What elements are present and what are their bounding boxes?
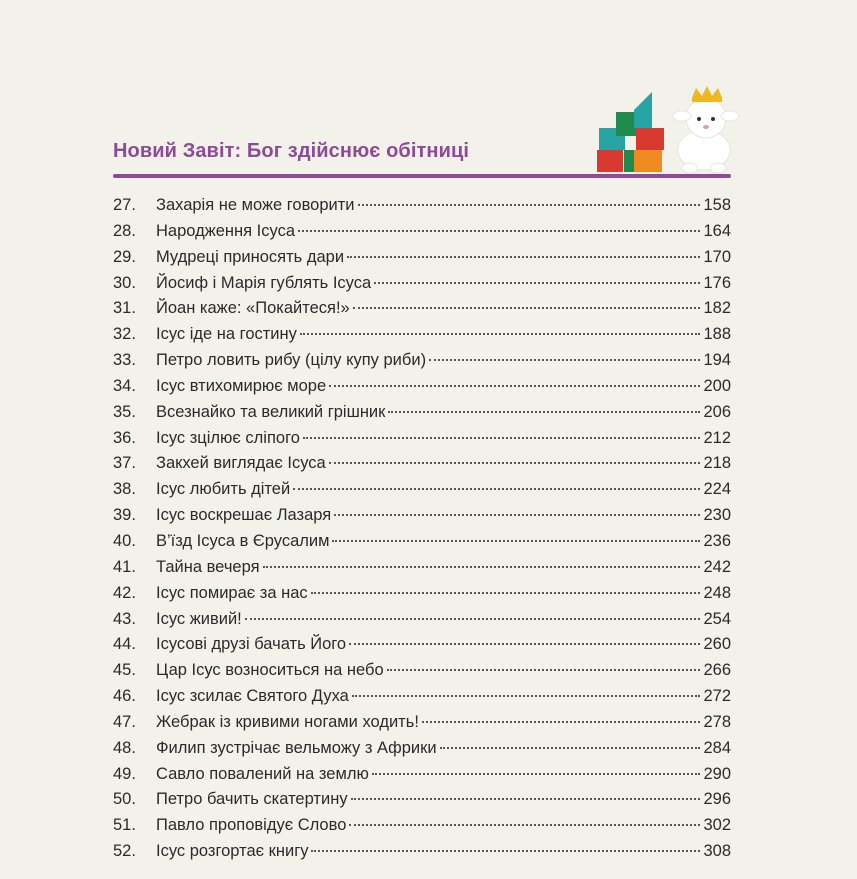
toy-blocks-and-lamb-icon xyxy=(594,84,744,176)
toc-entry-page: 260 xyxy=(703,635,731,654)
toc-entry-number: 27. xyxy=(113,196,136,214)
toc-leader-dots xyxy=(334,513,700,516)
toc-entry-page: 278 xyxy=(703,712,731,731)
toc-entry-page: 212 xyxy=(703,428,731,447)
toc-entry-page: 242 xyxy=(703,557,731,576)
toc-leader-dots xyxy=(374,281,700,284)
toc-entry-page: 302 xyxy=(703,816,731,835)
toc-entry xyxy=(113,428,731,454)
toc-leader-dots xyxy=(329,384,700,387)
toc-entry-page: 230 xyxy=(703,506,731,525)
toc-leader-dots xyxy=(245,617,701,620)
toc-entry xyxy=(113,609,731,635)
toc-leader-dots xyxy=(332,539,700,542)
toc-entry-title: Захарія не може говорити xyxy=(156,196,355,214)
toc-entry xyxy=(113,557,731,583)
toc-entry xyxy=(113,195,731,221)
toc-entry-title: Йосиф і Марія гублять Ісуса xyxy=(156,273,372,292)
toc-entry-number: 41. xyxy=(113,557,136,576)
toc-entry-page: 206 xyxy=(703,402,731,421)
toc-entry-title: Ісус живий! xyxy=(156,609,242,628)
toc-entry-title: Ісус воскрешає Лазаря xyxy=(156,506,332,525)
toc-entry-page: 248 xyxy=(703,583,731,602)
toc-entry xyxy=(113,634,731,660)
toc-entry-title: Йоан каже: «Покайтеся!» xyxy=(156,299,350,318)
toc-entry-page: 176 xyxy=(703,273,731,292)
toc-entry xyxy=(113,221,731,247)
toc-entry-page: 158 xyxy=(703,196,731,214)
toc-leader-dots xyxy=(303,436,701,439)
toc-entry-number: 39. xyxy=(113,506,136,525)
toc-entry xyxy=(113,324,731,350)
toc-entry xyxy=(113,479,731,505)
toc-leader-dots xyxy=(358,203,701,206)
toc-entry xyxy=(113,273,731,299)
toc-entry-page: 236 xyxy=(703,531,731,550)
toc-entry-title: Мудреці приносять дари xyxy=(156,247,345,266)
toc-entry xyxy=(113,712,731,738)
toc-entry-page: 296 xyxy=(703,790,731,809)
toc-entry-page: 194 xyxy=(703,351,731,370)
toc-entry xyxy=(113,841,731,867)
toc-entry-number: 42. xyxy=(113,583,136,602)
toc-entry-title: Цар Ісус возноситься на небо xyxy=(156,661,384,680)
toc-leader-dots xyxy=(349,642,700,645)
toc-leader-dots xyxy=(329,461,701,464)
toc-entry-number: 30. xyxy=(113,273,136,292)
toc-leader-dots xyxy=(311,591,701,594)
toc-entry-number: 45. xyxy=(113,661,136,680)
toc-entry-title: Всезнайко та великий грішник xyxy=(156,402,386,421)
toc-entry xyxy=(113,402,731,428)
toc-entry-title: Жебрак із кривими ногами ходить! xyxy=(156,712,419,731)
toc-entry-page: 200 xyxy=(703,376,731,395)
table-of-contents xyxy=(113,195,731,867)
toc-entry-title: Ісус розгортає книгу xyxy=(156,842,309,861)
toc-entry xyxy=(113,583,731,609)
toc-entry xyxy=(113,738,731,764)
toc-entry-page: 218 xyxy=(703,454,731,473)
toc-leader-dots xyxy=(293,487,700,490)
toc-entry xyxy=(113,789,731,815)
toc-entry xyxy=(113,815,731,841)
toc-entry-number: 51. xyxy=(113,816,136,835)
toc-leader-dots xyxy=(352,694,701,697)
toc-entry xyxy=(113,686,731,712)
toc-entry-number: 47. xyxy=(113,712,136,731)
toc-entry-number: 36. xyxy=(113,428,136,447)
toc-entry-title: Петро ловить рибу (цілу купу риби) xyxy=(156,351,427,370)
toc-entry-number: 50. xyxy=(113,790,136,809)
toc-leader-dots xyxy=(429,358,700,361)
toc-leader-dots xyxy=(311,849,700,852)
toc-leader-dots xyxy=(300,332,701,335)
toc-entry-title: В’їзд Ісуса в Єрусалим xyxy=(156,531,330,550)
toc-entry-number: 43. xyxy=(113,609,136,628)
toc-leader-dots xyxy=(351,797,701,800)
toc-entry-title: Ісус помирає за нас xyxy=(156,583,308,602)
toc-entry xyxy=(113,298,731,324)
toc-leader-dots xyxy=(372,772,701,775)
toc-entry-number: 31. xyxy=(113,299,136,318)
toc-entry xyxy=(113,531,731,557)
toc-entry-number: 49. xyxy=(113,764,136,783)
toc-entry-page: 284 xyxy=(703,738,731,757)
toc-entry xyxy=(113,764,731,790)
toc-entry-number: 34. xyxy=(113,376,136,395)
toc-entry-title: Ісус іде на гостину xyxy=(156,325,297,344)
toc-leader-dots xyxy=(349,823,700,826)
toc-entry-number: 52. xyxy=(113,842,136,861)
toc-entry-page: 188 xyxy=(703,325,731,344)
toc-entry-page: 170 xyxy=(703,247,731,266)
toc-entry-title: Филип зустрічає вельможу з Африки xyxy=(156,738,437,757)
toc-entry xyxy=(113,505,731,531)
toc-leader-dots xyxy=(298,229,700,232)
toc-entry-title: Ісус зсилає Святого Духа xyxy=(156,687,349,706)
toc-leader-dots xyxy=(440,746,701,749)
toc-entry-number: 40. xyxy=(113,531,136,550)
toc-entry-title: Закхей виглядає Ісуса xyxy=(156,454,326,473)
page-title: Новий Завіт: Бог здійснює обітниці xyxy=(113,140,470,162)
toc-entry-number: 44. xyxy=(113,635,136,654)
toc-entry-number: 37. xyxy=(113,454,136,473)
toc-leader-dots xyxy=(422,720,701,723)
toc-entry-page: 290 xyxy=(703,764,731,783)
toc-entry-title: Савло повалений на землю xyxy=(156,764,369,783)
toc-entry-page: 254 xyxy=(703,609,731,628)
toc-entry-page: 266 xyxy=(703,661,731,680)
toc-entry-page: 164 xyxy=(703,221,731,240)
toc-entry-page: 308 xyxy=(703,842,731,861)
toc-entry-title: Ісус зцілює сліпого xyxy=(156,428,300,447)
toc-entry-title: Ісус любить дітей xyxy=(156,480,291,499)
toc-leader-dots xyxy=(388,410,700,413)
toc-leader-dots xyxy=(353,306,701,309)
toc-entry-number: 48. xyxy=(113,738,136,757)
toc-leader-dots xyxy=(387,668,701,671)
toc-entry-number: 35. xyxy=(113,402,136,421)
toc-entry xyxy=(113,453,731,479)
toc-entry-title: Павло проповідує Слово xyxy=(156,816,347,835)
toc-entry-page: 182 xyxy=(703,299,731,318)
toc-leader-dots xyxy=(347,255,700,258)
toc-entry xyxy=(113,247,731,273)
toc-entry-number: 28. xyxy=(113,221,136,240)
toc-entry xyxy=(113,350,731,376)
toc-entry-title: Тайна вечеря xyxy=(156,557,260,576)
toc-entry-title: Петро бачить скатертину xyxy=(156,790,348,809)
toc-entry xyxy=(113,376,731,402)
toc-entry-number: 32. xyxy=(113,325,136,344)
toc-entry-page: 224 xyxy=(703,480,731,499)
toc-entry-page: 272 xyxy=(703,687,731,706)
toc-entry-number: 46. xyxy=(113,687,136,706)
toc-entry xyxy=(113,660,731,686)
toc-entry-title: Народження Ісуса xyxy=(156,221,295,240)
toc-entry-number: 38. xyxy=(113,480,136,499)
toc-entry-title: Ісусові друзі бачать Його xyxy=(156,635,347,654)
toc-entry-title: Ісус втихомирює море xyxy=(156,376,327,395)
toc-entry-number: 33. xyxy=(113,351,136,370)
toc-entry-number: 29. xyxy=(113,247,136,266)
toc-leader-dots xyxy=(263,565,701,568)
header-divider xyxy=(113,174,731,178)
